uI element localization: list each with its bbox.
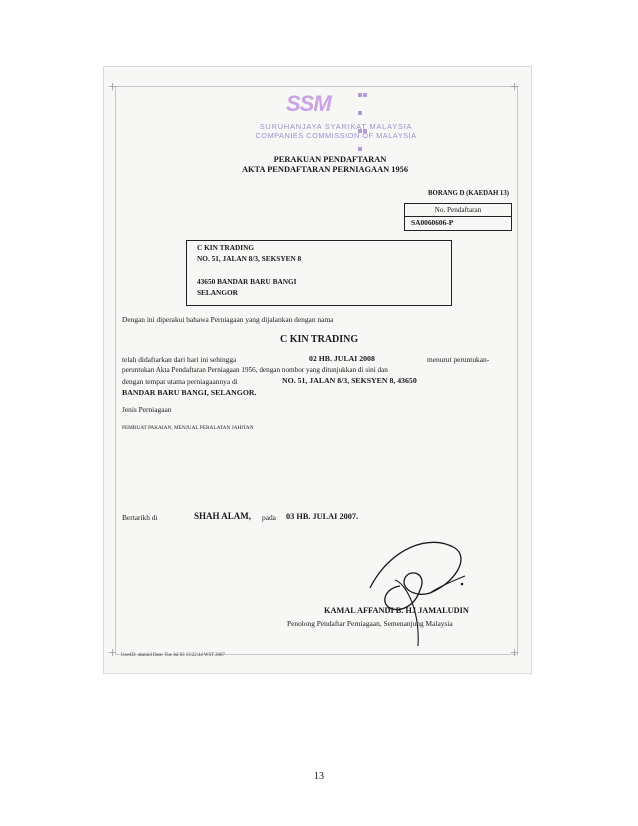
frame-line-top (115, 86, 518, 87)
org-name-english: COMPANIES COMMISSION OF MALAYSIA (255, 131, 417, 140)
registration-number-label: No. Pendaftaran (405, 204, 511, 217)
handwritten-signature (360, 528, 470, 648)
ssm-logo: SSM (286, 91, 331, 116)
business-nature-value: PEMBUAT PAKAIAN, MENJUAL PERALATAN JAHITAN (122, 425, 254, 431)
dated-place: SHAH ALAM, (194, 511, 252, 521)
dated-on-label: pada (262, 513, 276, 522)
frame-line-right (517, 86, 518, 654)
dated-date: 03 HB. JULAI 2007. (286, 512, 359, 521)
corner-mark-icon: + (108, 79, 118, 96)
address-box (186, 240, 452, 306)
registration-number-value: SA0060606-P (411, 218, 454, 227)
paragraph-line-1-b: menurut peruntukan- (427, 355, 490, 364)
paragraph-line-1-a: telah didaftarkan dari hari ini sehingga (122, 355, 237, 364)
signatory-name: KAMAL AFFANDI B. HJ JAMALUDIN (324, 606, 469, 615)
paragraph-line-3-a: dengan tempat utama perniagaannya di (122, 377, 238, 386)
paragraph-line-2: peruntukan Akta Pendaftaran Perniagaan 1956, dengan nombor yang ditunjukkan di sini dan (122, 366, 388, 374)
principal-address-2: BANDAR BARU BANGI, SELANGOR. (122, 388, 257, 397)
certificate-title: PERAKUAN PENDAFTARAN (273, 155, 387, 164)
corner-mark-icon: + (510, 645, 520, 662)
corner-mark-icon: + (108, 645, 118, 662)
logo-grid-icon (358, 93, 372, 107)
registration-number-box (404, 203, 512, 231)
print-metadata: UserID: ahamid Date: Tue Jul 03 13:22:44 WST 2007 (121, 653, 225, 658)
address-line-4: SELANGOR (197, 288, 238, 297)
corner-mark-icon: + (510, 79, 520, 96)
address-line-2: NO. 51, JALAN 8/3, SEKSYEN 8 (197, 254, 302, 263)
business-name: C KIN TRADING (280, 334, 359, 345)
dated-label: Bertarikh di (122, 513, 158, 522)
address-line-3: 43650 BANDAR BARU BANGI (197, 277, 297, 286)
address-line-1: C KIN TRADING (197, 243, 255, 252)
frame-line-left (115, 86, 116, 654)
form-reference: BORANG D (KAEDAH 13) (428, 190, 509, 197)
principal-address-1: NO. 51, JALAN 8/3, SEKSYEN 8, 43650 (282, 376, 417, 385)
business-nature-label: Jenis Perniagaan (122, 405, 172, 414)
signatory-title: Penolong Pendaftar Perniagaan, Semenanjung Malaysia (287, 619, 453, 628)
org-name-malay: SURUHANJAYA SYARIKAT MALAYSIA (259, 122, 413, 131)
page-number: 13 (314, 771, 324, 782)
certificate-act: AKTA PENDAFTARAN PERNIAGAAN 1956 (241, 165, 409, 174)
intro-text: Dengan ini diperakui bahawa Perniagaan yang dijalankan dengan nama (122, 315, 334, 324)
expiry-date: 02 HB. JULAI 2008 (309, 354, 375, 363)
